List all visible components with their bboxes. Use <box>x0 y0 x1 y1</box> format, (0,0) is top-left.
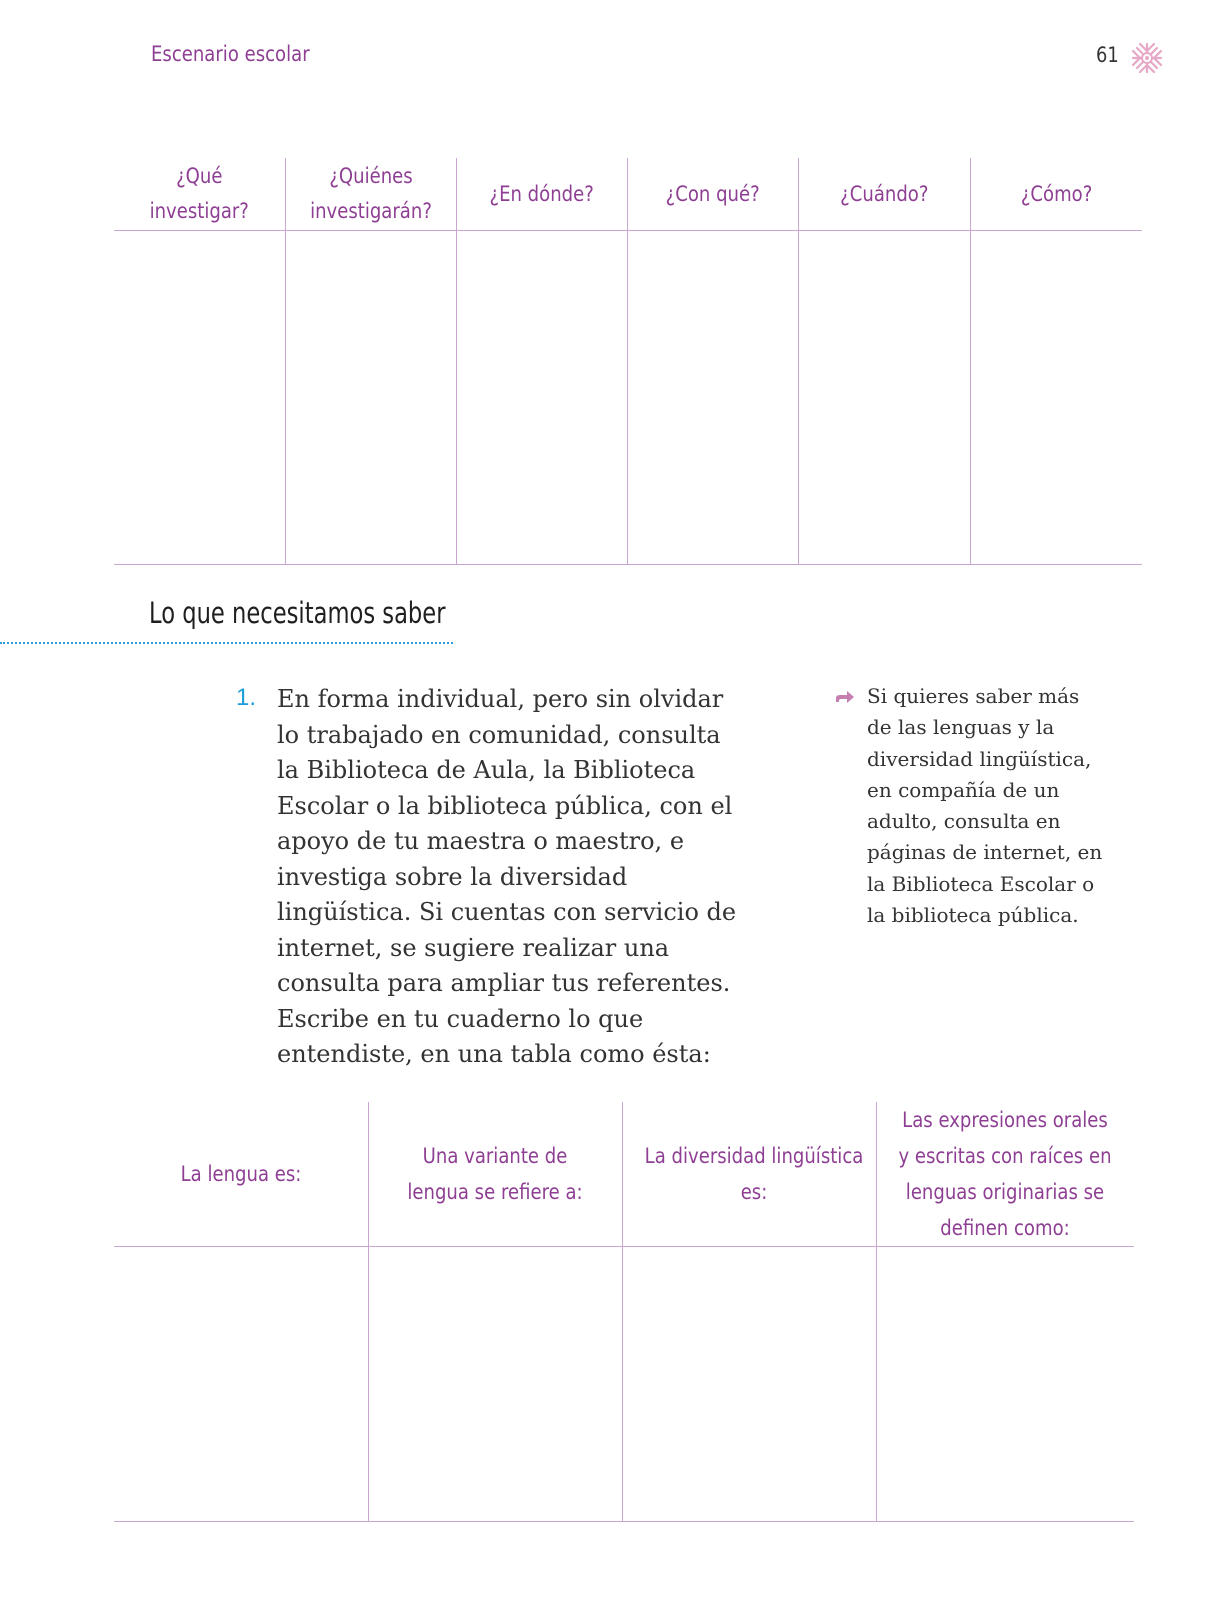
table-cell[interactable] <box>114 1247 368 1522</box>
table-row <box>114 1247 1134 1522</box>
table-cell[interactable] <box>627 231 798 565</box>
activity-number: 1. <box>236 684 257 711</box>
section-header: Escenario escolar <box>151 42 310 66</box>
section-title-divider <box>0 642 453 644</box>
table-header-cell: ¿Con qué? <box>627 158 798 231</box>
research-planning-table <box>114 158 1142 565</box>
table-header-cell: ¿Cómo? <box>970 158 1142 231</box>
table-cell[interactable] <box>114 231 285 565</box>
table-cell[interactable] <box>285 231 456 565</box>
arrow-right-icon <box>835 690 855 704</box>
table-header-cell: Una variante de lengua se refiere a: <box>368 1102 622 1247</box>
table-cell[interactable] <box>970 231 1142 565</box>
linguistic-diversity-table <box>114 1102 1134 1522</box>
table-header-cell: ¿Qué investigar? <box>114 158 285 231</box>
table-cell[interactable] <box>876 1247 1134 1522</box>
table-header-cell: ¿En dónde? <box>456 158 627 231</box>
table-header-cell: La lengua es: <box>114 1102 368 1247</box>
table-header-cell: ¿Cuándo? <box>798 158 970 231</box>
activity-instructions: En forma individual, pero sin olvidar lo trabajado en comunidad, consulta la Biblioteca de Aula, la Biblioteca Escolar o la biblioteca pública, con el apoyo de tu maestra o maestro, e investiga sobre la diversidad lingüística. Si cuentas con servicio de internet, se sugiere realizar una consulta para ampliar tus referentes. Escribe en tu cuaderno lo que entendiste, en una tabla como ésta: <box>277 685 737 1068</box>
flower-ornament-icon <box>1129 40 1165 76</box>
table-cell[interactable] <box>368 1247 622 1522</box>
table-header-cell: La diversidad lingüística es: <box>622 1102 876 1247</box>
table-cell[interactable] <box>622 1247 876 1522</box>
section-title: Lo que necesitamos saber <box>149 596 446 630</box>
table-header-cell: Las expresiones orales y escritas con raíces en lenguas originarias se definen como: <box>876 1102 1134 1247</box>
table-header-cell: ¿Quiénes investigarán? <box>285 158 456 231</box>
table-cell[interactable] <box>456 231 627 565</box>
table-cell[interactable] <box>798 231 970 565</box>
side-note: Si quieres saber más de las lenguas y la diversidad lingüística, en compañía de un adulto, consulta en páginas de internet, en la Biblioteca Escolar o la biblioteca pública. <box>867 684 1103 928</box>
table-row <box>114 231 1142 565</box>
page-number: 61 <box>1096 43 1119 67</box>
